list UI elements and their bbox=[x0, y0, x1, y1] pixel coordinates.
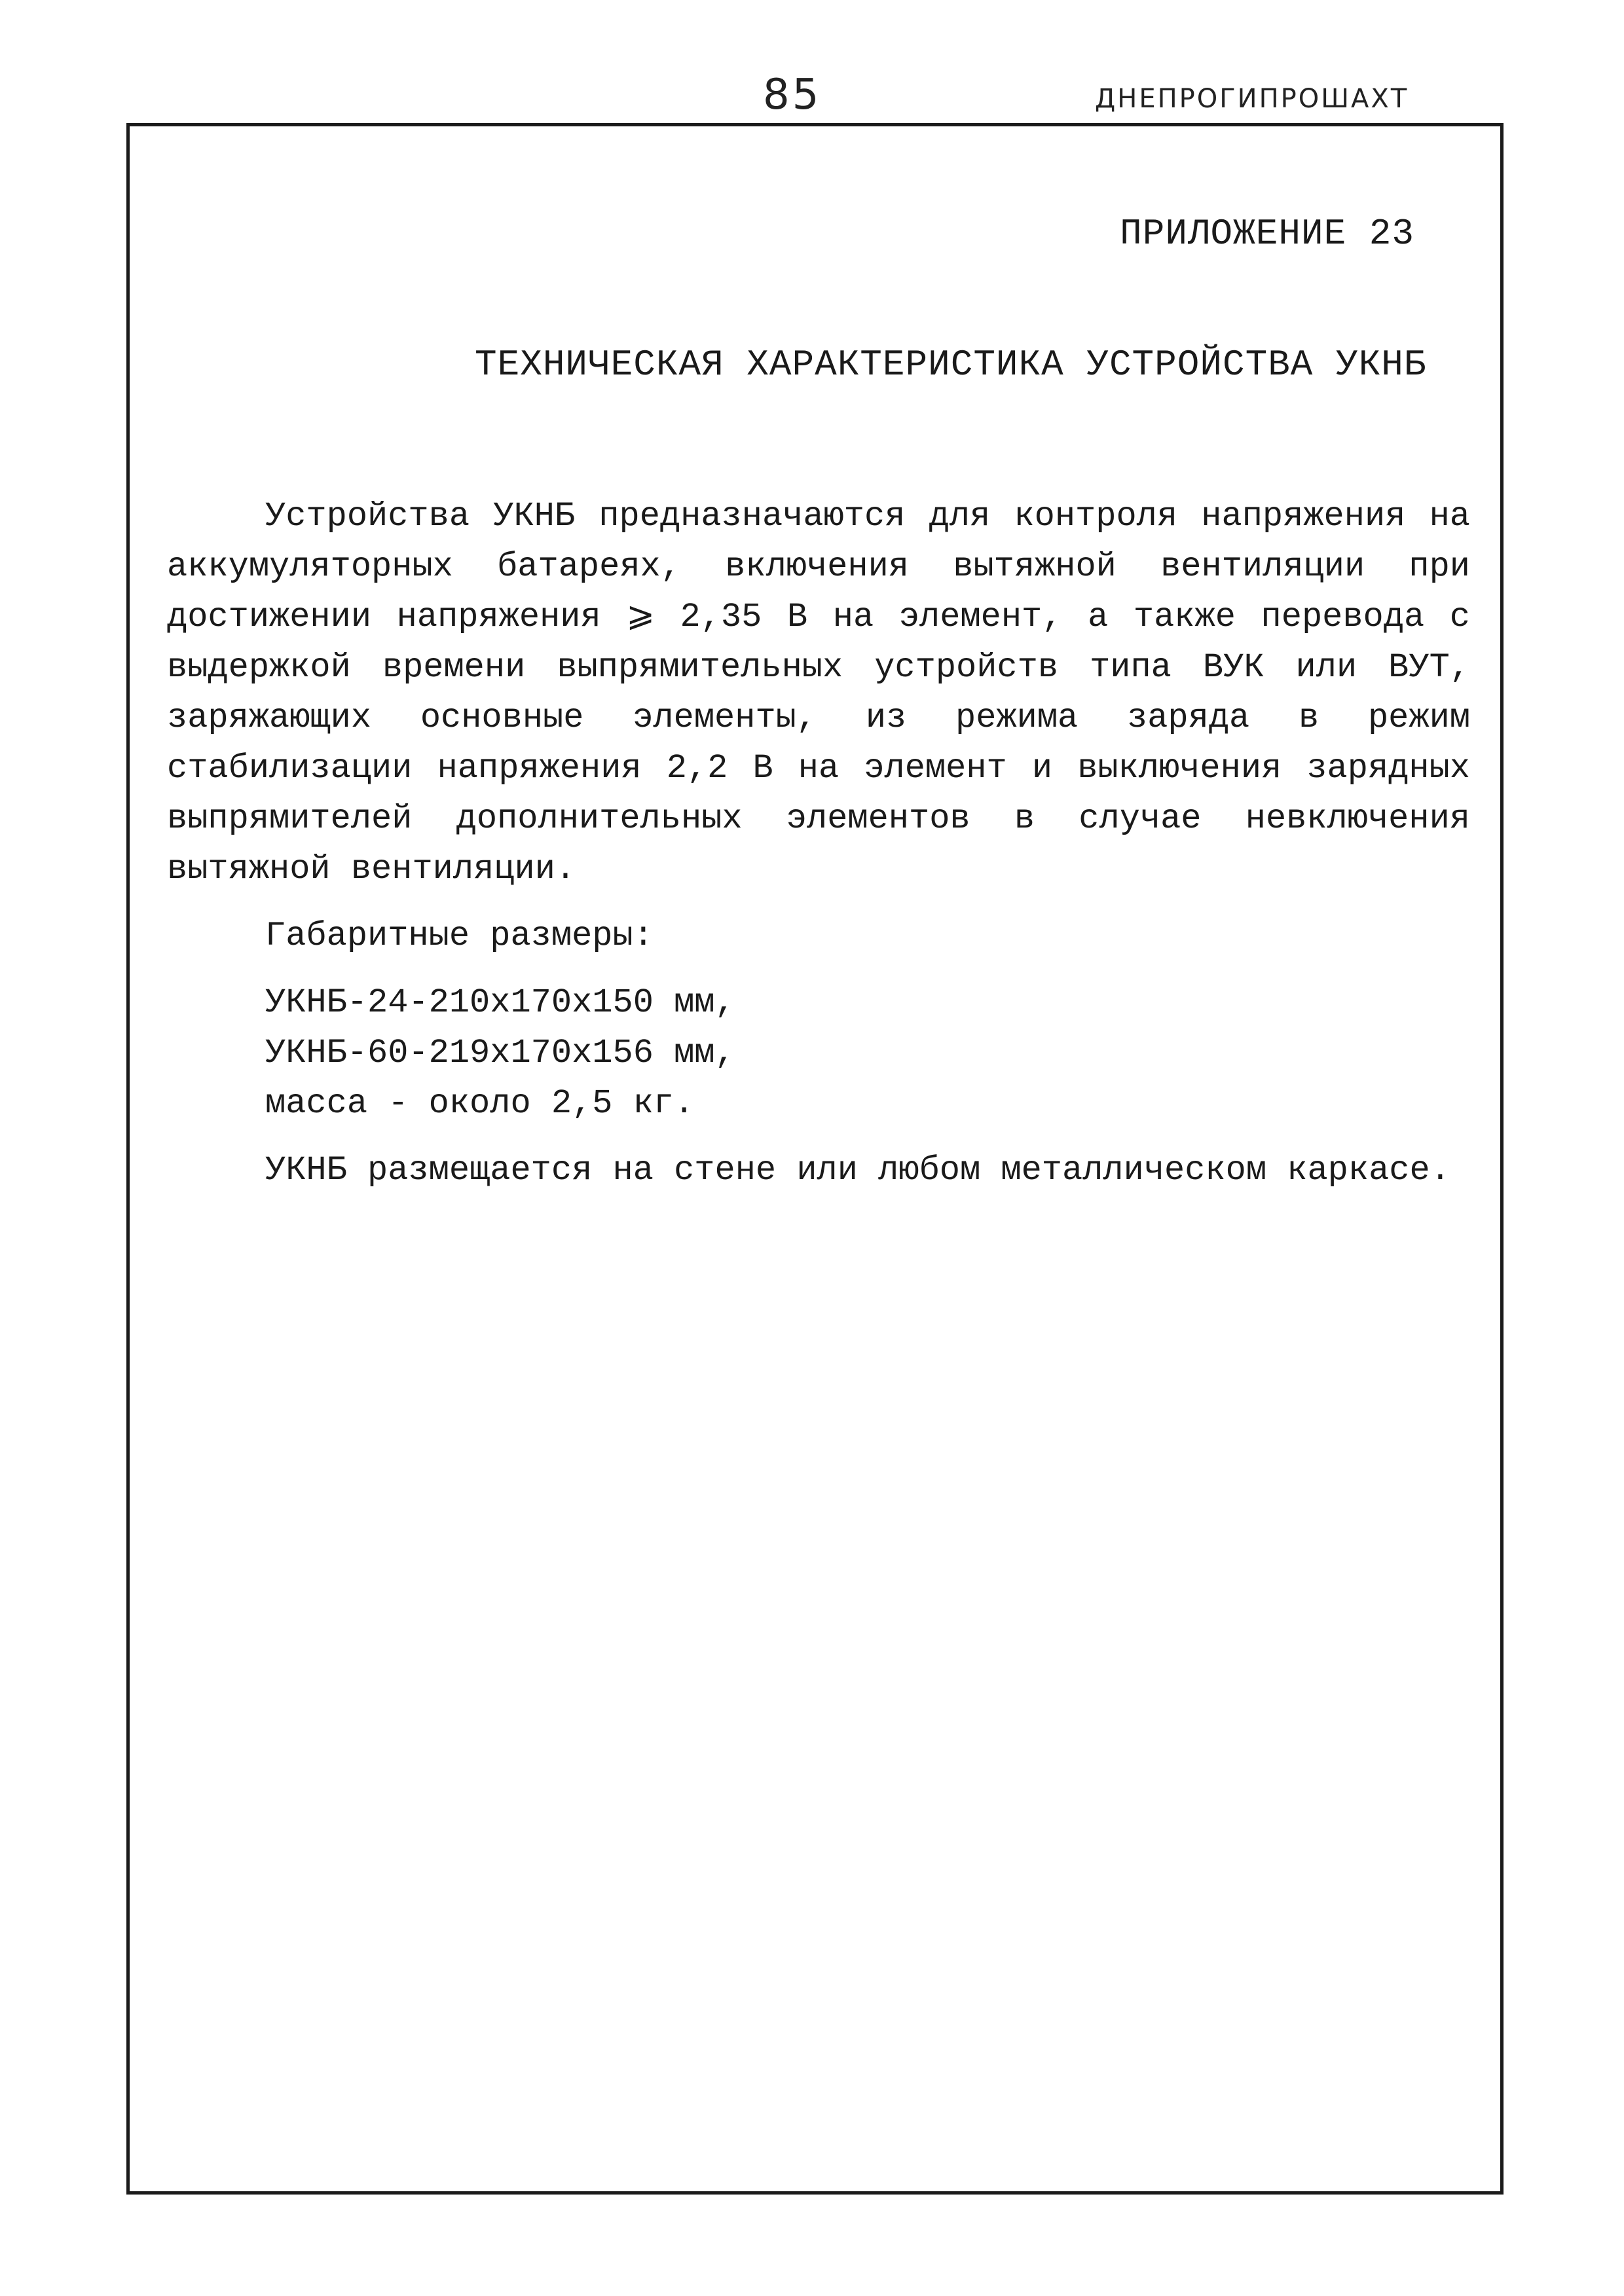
page-number: 85 bbox=[763, 71, 822, 119]
dimensions-heading: Габаритные размеры: bbox=[265, 917, 654, 955]
dimension-line: масса - около 2,5 кг. bbox=[265, 1084, 695, 1123]
description-paragraph: Устройства УКНБ предназначаются для контроля напряжения на аккумуляторных батареях, включения вытяжной вентиляции при достижении напряжения ⩾ 2,35 В на элемент, а также перевода с выдержкой времени выпрямительных устройств типа ВУК или ВУТ, заряжающих основные элементы, из режима заряда в режим стабилизации напряжения 2,2 В на элемент и выключения зарядных выпрямителей дополнительных элементов в случае невключения вытяжной вентиляции. bbox=[167, 497, 1470, 888]
dimension-line: УКНБ-24-210х170х150 мм, bbox=[265, 983, 735, 1022]
organization-stamp: ДНЕПРОГИПРОШАХТ bbox=[1095, 84, 1409, 114]
mounting-note: УКНБ размещается на стене или любом металлическом каркасе. bbox=[265, 1151, 1450, 1190]
document-title: ТЕХНИЧЕСКАЯ ХАРАКТЕРИСТИКА УСТРОЙСТВА УКНБ bbox=[475, 344, 1427, 386]
body-text bbox=[167, 491, 1470, 1195]
dimension-line: УКНБ-60-219х170х156 мм, bbox=[265, 1034, 735, 1072]
appendix-label: ПРИЛОЖЕНИЕ 23 bbox=[1120, 213, 1414, 255]
